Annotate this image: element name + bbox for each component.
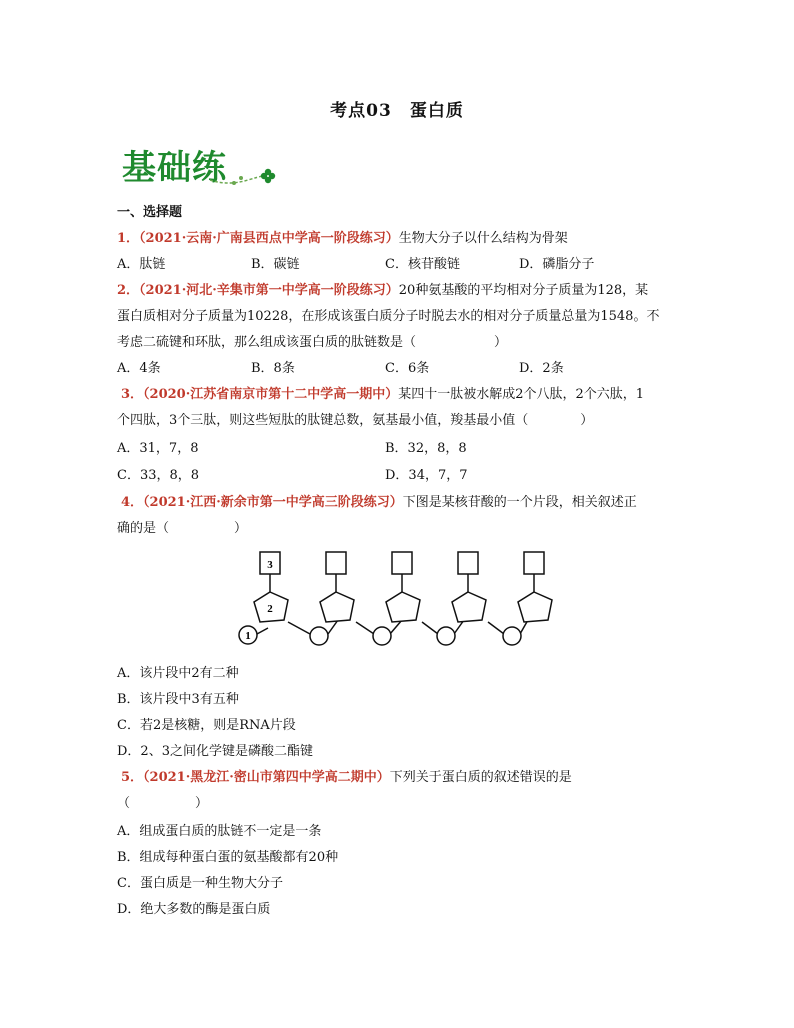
option-d: D．34，7，7 (385, 468, 468, 483)
question-stem-line: （ ） (117, 796, 209, 811)
banner-text: 基础练 (122, 148, 227, 188)
question-5 (121, 768, 572, 788)
question-source: （2021·江西·新余市第一中学高三阶段练习） (143, 495, 403, 510)
clover-decoration-icon (208, 158, 278, 188)
question-stem: 下图是某核苷酸的一个片段，相关叙述正 (402, 495, 637, 510)
question-stem-line: 蛋白质相对分子质量为10228，在形成该蛋白质分子时脱去水的相对分子质量总量为1548。不 (117, 309, 660, 324)
question-source: （2021·河北·辛集市第一中学高一阶段练习） (139, 283, 399, 298)
question-number: 5． (121, 770, 144, 785)
option-c: C．若2是核糖，则是RNA片段 (117, 718, 296, 733)
question-stem-line: 考虑二硫键和环肽，那么组成该蛋白质的肽链数是（ ） (117, 335, 508, 350)
option-c: C．6条 (385, 361, 430, 376)
question-source: （2021·黑龙江·密山市第四中学高二期中） (143, 770, 390, 785)
question-number: 4． (121, 495, 144, 510)
question-number: 2． (117, 283, 140, 298)
page-title: 考点03 蛋白质 (330, 101, 464, 121)
question-2 (117, 281, 648, 301)
nucleotide-chain-diagram (236, 546, 556, 651)
option-c: C．核苷酸链 (385, 257, 460, 272)
question-3 (121, 385, 644, 405)
option-d: D．2条 (519, 361, 564, 376)
question-source: （2020·江苏省南京市第十二中学高一期中） (143, 387, 399, 402)
question-stem-line: 确的是（ ） (117, 521, 248, 536)
question-number: 3． (121, 387, 144, 402)
question-source: （2021·云南·广南县西点中学高一阶段练习） (139, 231, 399, 246)
question-stem: 某四十一肽被水解成2个八肽，2个六肽，1 (398, 387, 645, 402)
option-b: B．组成每种蛋白蛋的氨基酸都有20种 (117, 850, 339, 865)
option-a: A．该片段中2有二种 (117, 666, 239, 681)
question-stem: 生物大分子以什么结构为骨架 (398, 231, 568, 246)
option-c: C．蛋白质是一种生物大分子 (117, 876, 283, 891)
option-a: A．肽链 (117, 257, 166, 272)
question-4 (121, 493, 637, 513)
question-1 (117, 229, 568, 249)
section-banner (118, 140, 278, 194)
option-a: A．组成蛋白质的肽链不一定是一条 (117, 824, 322, 839)
question-stem: 20种氨基酸的平均相对分子质量为128，某 (398, 283, 649, 298)
option-d: D．2、3之间化学键是磷酸二酯键 (117, 744, 313, 759)
option-d: D．绝大多数的酶是蛋白质 (117, 902, 271, 917)
option-b: B．32，8，8 (385, 441, 467, 456)
option-d: D．磷脂分子 (519, 257, 595, 272)
label-3: 3 (267, 559, 273, 571)
option-b: B．碳链 (251, 257, 300, 272)
question-stem: 下列关于蛋白质的叙述错误的是 (389, 770, 572, 785)
question-stem-line: 个四肽，3个三肽，则这些短肽的肽键总数，氨基最小值，羧基最小值（ ） (117, 413, 594, 428)
option-b: B．8条 (251, 361, 295, 376)
option-b: B．该片段中3有五种 (117, 692, 239, 707)
question-number: 1． (117, 231, 140, 246)
label-1: 1 (245, 630, 251, 642)
option-a: A．4条 (117, 361, 161, 376)
section-heading: 一、选择题 (117, 205, 183, 220)
label-2: 2 (267, 603, 273, 615)
option-a: A．31，7，8 (117, 441, 199, 456)
option-c: C．33，8，8 (117, 468, 200, 483)
